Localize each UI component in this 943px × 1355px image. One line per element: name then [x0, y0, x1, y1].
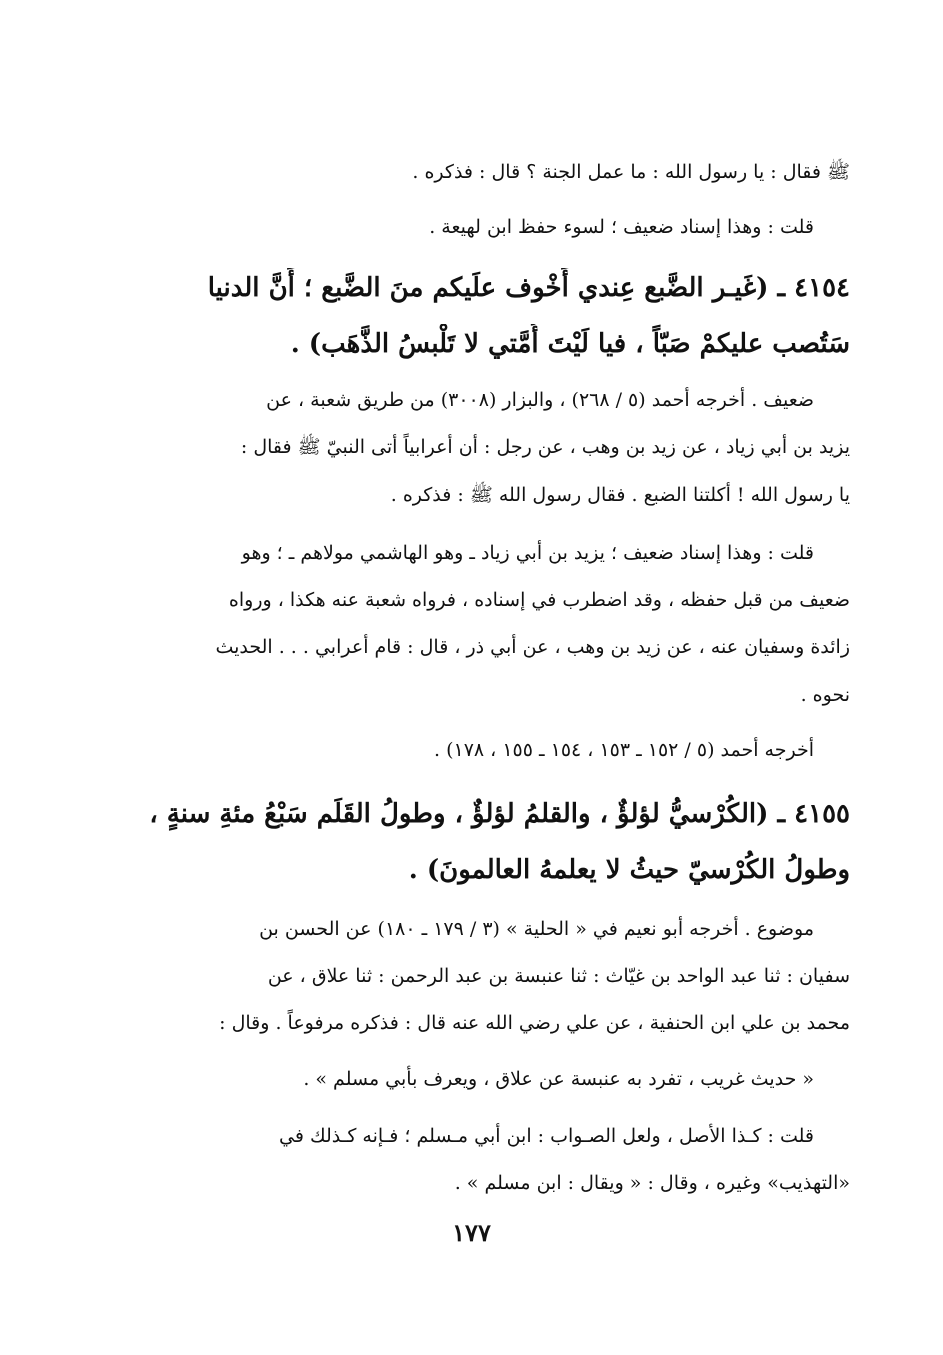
text-line-8: قلت : وهذا إسناد ضعيف ؛ يزيد بن أبي زياد ـ وهو الهاشمي مولاهم ـ ؛ وهو: [241, 542, 814, 564]
hadith-4154-heading-line-2: سَتُصب عليكمْ صَبّاً ، فيا لَيْتَ أُمَّتي لا تَلْبسُ الذَّهَب) .: [290, 329, 850, 359]
text-line-2: قلت : وهذا إسناد ضعيف ؛ لسوء حفظ ابن لهيعة .: [429, 216, 814, 238]
text-line-1: ﷺ فقال : يا رسول الله : ما عمل الجنة ؟ قال : فذكره .: [412, 161, 850, 183]
hadith-4155-heading-line-2: وطولُ الكُرْسيّ حيثُ لا يعلمهُ العالمونَ) .: [408, 855, 850, 885]
hadith-4154-heading-line-1: ٤١٥٤ ـ (غَيـر الضَّبع عِندي أَخْوف علَيكم منَ الضَّبع ؛ أَنَّ الدنيا: [207, 273, 850, 303]
text-line-9: ضعيف من قبل حفظه ، وقد اضطرب في إسناده ، فرواه شعبة عنه هكذا ، ورواه: [228, 589, 850, 611]
text-line-10: زائدة وسفيان عنه ، عن زيد بن وهب ، عن أبي ذر ، قال : قام أعرابي . . . الحديث: [215, 636, 850, 658]
text-line-6: يزيد بن أبي زياد ، عن زيد بن وهب ، عن رجل : أن أعرابياً أتى النبيّ ﷺ فقال :: [240, 436, 850, 458]
text-line-7: يا رسول الله ! أكلتنا الضبع . فقال رسول الله ﷺ : فذكره .: [390, 484, 850, 506]
hadith-4155-heading-line-1: ٤١٥٥ ـ (الكُرْسيُّ لؤلؤٌ ، والقلمُ لؤلؤٌ ، وطولُ القَلَم سَبْعُ مئةِ سنةٍ ،: [149, 799, 850, 829]
text-line-18: « حديث غريب ، تفرد به عنبسة عن علاق ، ويعرف بأبي مسلم » .: [303, 1068, 814, 1090]
text-line-11: نحوه .: [800, 684, 850, 706]
text-line-17: محمد بن علي ابن الحنفية ، عن علي رضي الله عنه قال : فذكره مرفوعاً . وقال :: [219, 1012, 850, 1034]
page-number: ١٧٧: [452, 1218, 491, 1247]
text-line-12: أخرجه أحمد (٥ / ١٥٢ ـ ١٥٣ ، ١٥٤ ـ ١٥٥ ، ١٧٨) .: [434, 739, 814, 761]
text-line-5: ضعيف . أخرجه أحمد (٥ / ٢٦٨) ، والبزار (٣٠٠٨) من طريق شعبة ، عن: [266, 389, 814, 411]
text-line-15: موضوع . أخرجه أبو نعيم في « الحلية » (٣ / ١٧٩ ـ ١٨٠) عن الحسن بن: [259, 918, 814, 940]
page-body: [132, 0, 850, 1200]
text-line-20: «التهذيب» وغيره ، وقال : « ويقال : ابن مسلم » .: [454, 1172, 850, 1194]
text-line-19: قلت : كـذا الأصل ، ولعل الصـواب : ابن أبي مـسلم ؛ فـإنه كـذلك في: [279, 1125, 814, 1147]
text-line-16: سفيان : ثنا عبد الواحد بن غيّاث : ثنا عنبسة بن عبد الرحمن : ثنا علاق ، عن: [267, 965, 850, 987]
